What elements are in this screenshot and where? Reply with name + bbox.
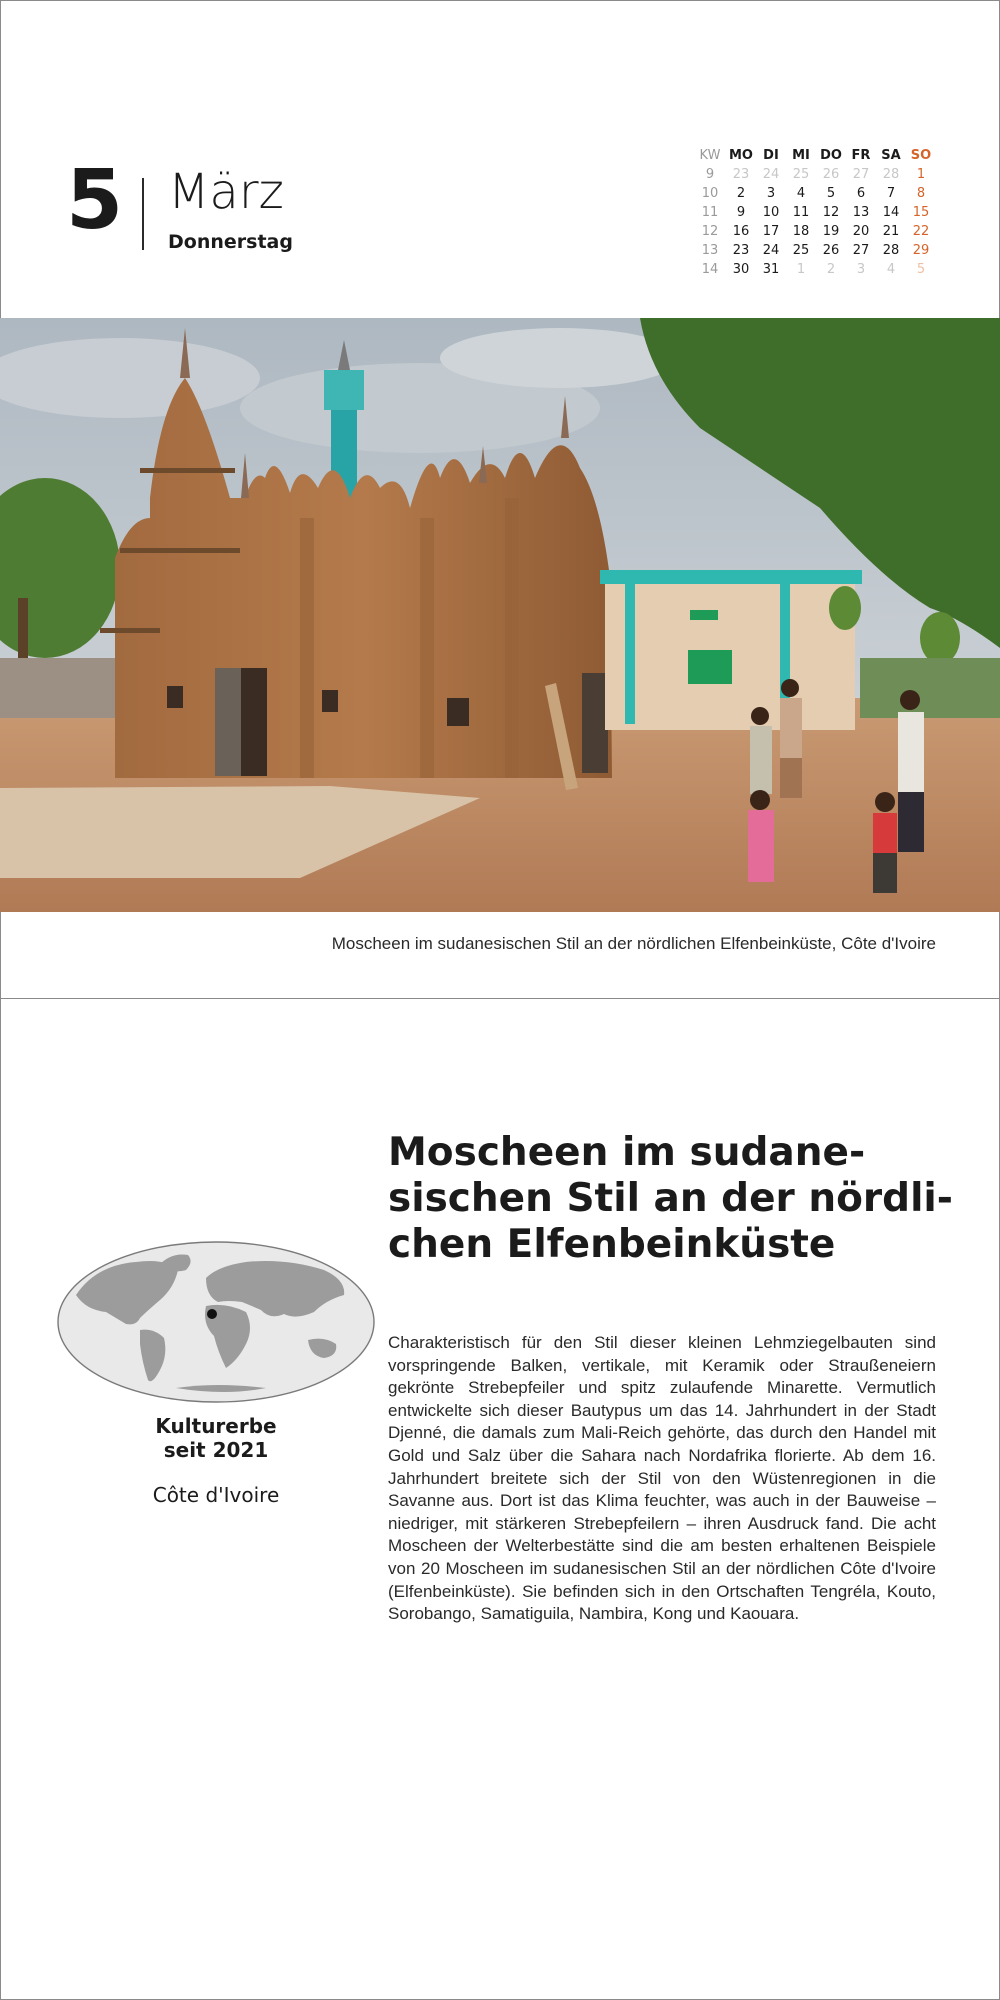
calendar-day: 16 bbox=[732, 224, 750, 239]
headline-line: chen Elfenbeinküste bbox=[388, 1222, 836, 1267]
calendar-day: 29 bbox=[912, 243, 930, 258]
page-divider bbox=[0, 998, 1000, 999]
calendar-header-fr: FR bbox=[851, 148, 871, 163]
calendar-header-di: DI bbox=[763, 148, 779, 163]
calendar-day: 9 bbox=[736, 205, 746, 220]
calendar-day: 13 bbox=[852, 205, 870, 220]
calendar-day: 30 bbox=[732, 262, 750, 277]
calendar-day: 5 bbox=[826, 186, 836, 201]
calendar-day: 12 bbox=[822, 205, 840, 220]
calendar-week-number: 13 bbox=[701, 243, 719, 258]
calendar-day: 19 bbox=[822, 224, 840, 239]
mosque-photo bbox=[0, 318, 1000, 912]
world-map bbox=[56, 1240, 376, 1404]
calendar-day: 25 bbox=[792, 167, 810, 182]
calendar-week-number: 14 bbox=[701, 262, 719, 277]
calendar-week-row bbox=[694, 165, 936, 184]
calendar-day: 31 bbox=[762, 262, 780, 277]
calendar-header-mi: MI bbox=[792, 148, 810, 163]
calendar-day: 22 bbox=[912, 224, 930, 239]
calendar-day: 8 bbox=[916, 186, 926, 201]
heritage-label-line2: seit 2021 bbox=[163, 1438, 269, 1462]
calendar-week-number: 9 bbox=[705, 167, 715, 182]
calendar-day: 24 bbox=[762, 167, 780, 182]
mini-calendar bbox=[694, 146, 936, 279]
calendar-day: 14 bbox=[882, 205, 900, 220]
calendar-day: 25 bbox=[792, 243, 810, 258]
calendar-week-number: 10 bbox=[701, 186, 719, 201]
calendar-body bbox=[694, 165, 936, 279]
date-separator bbox=[142, 178, 144, 250]
photo-caption: Moscheen im sudanesischen Stil an der nördlichen Elfenbeinküste, Côte d'Ivoire bbox=[331, 934, 936, 953]
calendar-day: 1 bbox=[916, 167, 926, 182]
calendar-day: 3 bbox=[856, 262, 866, 277]
calendar-day: 10 bbox=[762, 205, 780, 220]
heritage-label bbox=[96, 1414, 336, 1462]
calendar-week-row bbox=[694, 222, 936, 241]
calendar-day: 28 bbox=[882, 167, 900, 182]
calendar-day: 15 bbox=[912, 205, 930, 220]
calendar-week-number: 11 bbox=[701, 205, 719, 220]
calendar-header-so: SO bbox=[910, 148, 932, 163]
calendar-day: 17 bbox=[762, 224, 780, 239]
calendar-day: 23 bbox=[732, 167, 750, 182]
calendar-day: 27 bbox=[852, 167, 870, 182]
country-name: Côte d'Ivoire bbox=[152, 1483, 280, 1507]
calendar-header-sa: SA bbox=[881, 148, 901, 163]
date-weekday: Donnerstag bbox=[168, 231, 293, 253]
calendar-week-row bbox=[694, 260, 936, 279]
calendar-day: 20 bbox=[852, 224, 870, 239]
calendar-day: 2 bbox=[826, 262, 836, 277]
calendar-header-mo: MO bbox=[729, 148, 753, 163]
calendar-day: 28 bbox=[882, 243, 900, 258]
headline-line: Moscheen im sudane- bbox=[388, 1130, 866, 1175]
calendar-day: 27 bbox=[852, 243, 870, 258]
calendar-day: 4 bbox=[796, 186, 806, 201]
calendar-day: 23 bbox=[732, 243, 750, 258]
calendar-day: 1 bbox=[796, 262, 806, 277]
calendar-day: 26 bbox=[822, 167, 840, 182]
calendar-day: 26 bbox=[822, 243, 840, 258]
headline-line: sischen Stil an der nördli- bbox=[388, 1176, 953, 1221]
calendar-day: 24 bbox=[762, 243, 780, 258]
calendar-day: 7 bbox=[886, 186, 896, 201]
date-day-number: 5 bbox=[66, 153, 123, 248]
article-body: Charakteristisch für den Stil dieser kleinen Lehmziegelbauten sind vorspringende Balken, vertikale, mit Keramik oder Straußeneiern gekrönte Strebepfeiler und spitz zulaufende Minarette. Vermutlich entwickelte sich dieser Bautypus um das 14. Jahrhundert in der Stadt Djenné, die damals zum Mali-Reich gehörte, das durch den Handel mit Gold und Salz über die Sahara nach Nordafrika florierte. Ab dem 16. Jahrhundert breitete sich der Stil von den Wüstenregionen in die Savanne aus. Dort ist das Klima feuchter, was auch in der Bauweise – niedriger, mit stärkeren Strebepfeilern – ihren Ausdruck fand. Die acht Moscheen der Welterbestätte sind die am besten erhaltenen Beispiele von 20 Moscheen im sudanesischen Stil an der nördlichen Côte d'Ivoire (Elfenbeinküste). Sie befinden sich in den Ortschaften Tengréla, Kouto, Sorobango, Samatiguila, Nambira, Kong und Kaouara. bbox=[388, 1333, 936, 1624]
calendar-day: 11 bbox=[792, 205, 810, 220]
date-month: März bbox=[168, 164, 284, 220]
calendar-week-row bbox=[694, 184, 936, 203]
calendar-day: 6 bbox=[856, 186, 866, 201]
article-headline bbox=[388, 1130, 953, 1268]
calendar-day: 3 bbox=[766, 186, 776, 201]
calendar-day: 2 bbox=[736, 186, 746, 201]
calendar-week-number: 12 bbox=[701, 224, 719, 239]
calendar-day: 5 bbox=[916, 262, 926, 277]
calendar-header-row bbox=[694, 146, 936, 165]
calendar-week-row bbox=[694, 203, 936, 222]
calendar-header-do: DO bbox=[820, 148, 842, 163]
calendar-header-kw: KW bbox=[699, 148, 721, 163]
calendar-day: 21 bbox=[882, 224, 900, 239]
calendar-day: 4 bbox=[886, 262, 896, 277]
calendar-day: 18 bbox=[792, 224, 810, 239]
calendar-week-row bbox=[694, 241, 936, 260]
heritage-label-line1: Kulturerbe bbox=[155, 1414, 277, 1438]
